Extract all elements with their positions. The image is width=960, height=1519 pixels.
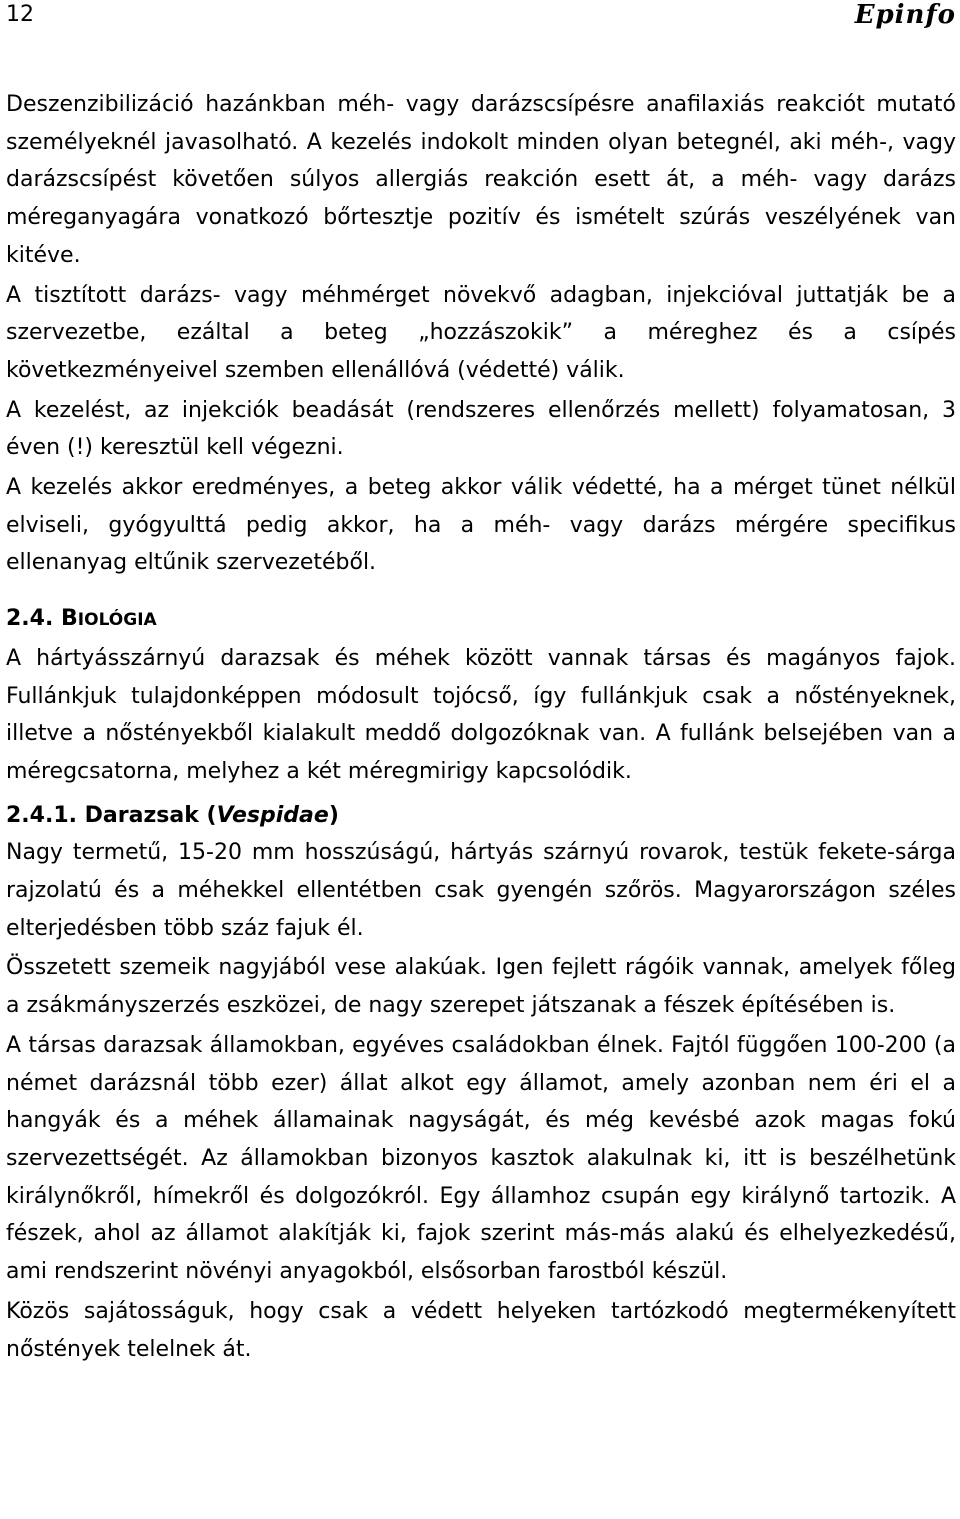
section-number: 2.4. xyxy=(6,606,54,632)
page-header xyxy=(6,0,956,30)
page-number: 12 xyxy=(6,2,34,27)
paragraph-desensitization-intro: Deszenzibilizáció hazánkban méh- vagy darázscsípésre anafilaxiás reakciót mutató személyeknél javasolható. A kezelés indokolt minden olyan betegnél, aki méh-, vagy darázscsípést követően súlyos allergiás reakción esett át, a méh- vagy darázs méreganyagára vonatkozó bőrtesztje pozitív és ismételt szúrás veszélyének van kitéve. xyxy=(6,92,956,268)
paragraph-wasp-description: Nagy termetű, 15-20 mm hosszúságú, hártyás szárnyú rovarok, testük fekete-sárga rajzolatú és a méhekkel ellentétben csak gyengén szőrös. Magyarországon széles elterjedésben több száz fajuk él. xyxy=(6,840,956,941)
paragraph-wasp-overwintering: Közös sajátosságuk, hogy csak a védett helyeken tartózkodó megtermékenyített nőstények telelnek át. xyxy=(6,1298,956,1362)
subsection-title-latin: Vespidae xyxy=(216,802,329,828)
subsection-number: 2.4.1. xyxy=(6,802,77,828)
subsection-title: Darazsak ( xyxy=(84,802,217,828)
paragraph-treatment-duration: A kezelést, az injekciók beadását (rendszeres ellenőrzés mellett) folyamatosan, 3 éven (!) keresztül kell végezni. xyxy=(6,397,956,461)
paragraph-venom-injection: A tisztított darázs- vagy méhmérget növekvő adagban, injekcióval juttatják be a szervezetbe, ezáltal a beteg „hozzászokik” a méreghez és a csípés következményeivel szemben ellenállóvá (védetté) válik. xyxy=(6,282,956,383)
paragraph-wasp-colonies: A társas darazsak államokban, egyéves családokban élnek. Fajtól függően 100-200 (a német darázsnál több ezer) állat alkot egy államot, amely azonban nem éri el a hangyák és a méhek államainak nagyságát, és még kevésbé azok magas fokú szervezettségét. Az államokban bizonyos kasztok alakulnak ki, itt is beszélhetünk királynőkről, hímekről és dolgozókról. Egy államhoz csupán egy királynő tartozik. A fészek, ahol az államot alakítják ki, fajok szerint más-más alakú és elhelyezkedésű, ami rendszerint növényi anyagokból, elsősorban farostból készül. xyxy=(6,1032,956,1285)
document-body xyxy=(6,86,956,1368)
section-heading-biology xyxy=(6,600,956,640)
section-heading-vespidae xyxy=(6,797,956,835)
paragraph-treatment-result: A kezelés akkor eredményes, a beteg akkor válik védetté, ha a mérget tünet nélkül elviseli, gyógyulttá pedig akkor, ha a méh- vagy darázs mérgére specifikus ellenanyag eltűnik szervezetéből. xyxy=(6,475,956,576)
section-title-initial: B xyxy=(61,606,78,632)
section-title-rest: IOLÓGIA xyxy=(77,610,157,631)
subsection-title-close: ) xyxy=(328,802,339,828)
brand-logo: Epinfo xyxy=(854,0,956,30)
paragraph-wasp-eyes: Összetett szemeik nagyjából vese alakúak. Igen fejlett rágóik vannak, amelyek főleg a zsákmányszerzés eszközei, de nagy szerepet játszanak a fészek építésében is. xyxy=(6,955,956,1019)
paragraph-biology: A hártyásszárnyú darazsak és méhek között vannak társas és magányos fajok. Fullánkjuk tulajdonképpen módosult tojócső, így fullánkjuk csak a nőstényeknek, illetve a nőstényekből kialakult meddő dolgozóknak van. A fullánk belsejében van a méregcsatorna, melyhez a két méregmirigy kapcsolódik. xyxy=(6,645,956,784)
